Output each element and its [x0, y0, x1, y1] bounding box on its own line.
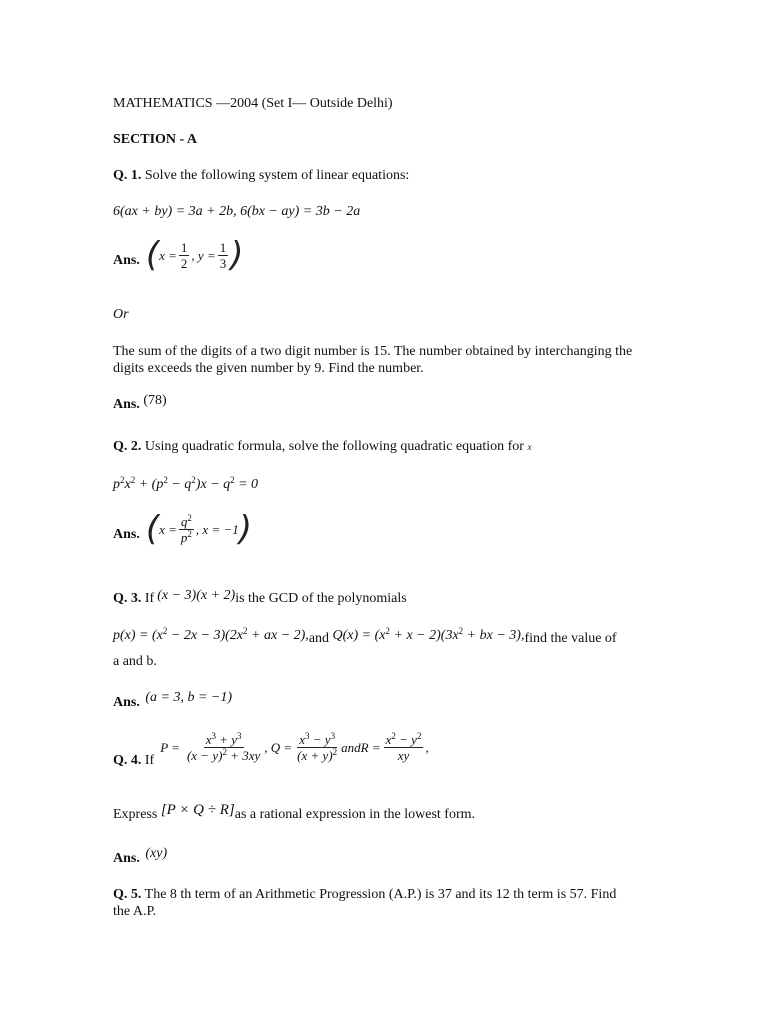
question-number: Q. 3.: [113, 591, 142, 606]
question-number: Q. 4.: [113, 753, 142, 768]
question-number: Q. 2.: [113, 439, 142, 454]
q1-alternative: The sum of the digits of a two digit number is 15. The number obtained by interchanging the digits exceeds the given number by 9. Find the number.: [113, 344, 633, 376]
q3-answer: [113, 690, 233, 711]
question-if: If: [144, 591, 155, 606]
fraction-denominator: 2: [180, 256, 188, 271]
answer-math: ( x = $\frac{1}{2}$ , y = $\frac{1}{3}$ ): [145, 235, 244, 275]
q1-alt-answer: [113, 393, 167, 413]
answer-y-label: , y =: [191, 248, 216, 263]
q-label: , Q =: [264, 740, 293, 755]
answer-label: Ans.: [113, 527, 140, 542]
answer-value: (78): [143, 393, 167, 408]
and-text: and: [308, 631, 330, 646]
question-variable: x: [527, 442, 532, 452]
answer-value: (xy): [145, 846, 168, 861]
answer-x-label: x =: [159, 248, 177, 263]
question-if: If: [144, 753, 155, 768]
fraction-numerator: q: [180, 514, 188, 529]
question-3: [113, 590, 407, 607]
q2-equation: $p^2x^2 + (p^2 - q^2)x - q^2 = 0$: [113, 475, 259, 492]
fraction-numerator: 1: [219, 240, 227, 255]
section-heading: SECTION - A: [113, 132, 198, 147]
document-title: MATHEMATICS —2004 (Set I— Outside Delhi): [113, 96, 393, 111]
fraction-numerator: 1: [180, 240, 188, 255]
q4-answer: [113, 846, 168, 867]
express-rest: as a rational expression in the lowest form.: [234, 807, 476, 822]
question-text: Solve the following system of linear equations:: [144, 168, 410, 183]
question-number: Q. 1.: [113, 168, 142, 183]
bracket-expression: [P × Q ÷ R]: [160, 802, 235, 818]
r-label: andR =: [341, 740, 381, 755]
q2-answer: [113, 509, 253, 549]
question-5: [113, 886, 633, 920]
question-text: The 8 th term of an Arithmetic Progression (A.P.) is 37 and its 12 th term is 57. Find the A.P.: [113, 887, 617, 919]
find-text: find the value of: [524, 631, 617, 646]
answer-label: Ans.: [113, 695, 140, 710]
answer-x-label: x =: [159, 522, 177, 537]
answer-math: ( x = $\frac{q^2}{p^2}$ , x = −1 ): [145, 509, 253, 549]
gcd-expression: (x − 3)(x + 2): [157, 588, 236, 603]
answer-label: Ans.: [113, 851, 140, 866]
or-label: Or: [113, 307, 129, 322]
question-4: [113, 732, 429, 771]
fraction-denominator: p: [180, 530, 188, 545]
question-2: [113, 438, 531, 456]
answer-label: Ans.: [113, 253, 140, 268]
q3-polynomials: [113, 626, 617, 647]
q4-definitions: P = $\frac{x^3 + y^3}{(x - y)^2 + 3xy}$ , Q = $\frac{x^3 - y^3}{(x + y)^2}$ andR = $\frac{x^2 - y^2}{xy}$ ,: [160, 731, 429, 763]
answer-label: Ans.: [113, 397, 140, 412]
q1-equation: 6(ax + by) = 3a + 2b, 6(bx − ay) = 3b − 2a: [113, 204, 361, 219]
question-text: Using quadratic formula, solve the following quadratic equation for: [144, 439, 524, 454]
question-text: is the GCD of the polynomials: [235, 591, 407, 606]
p-label: P =: [160, 740, 180, 755]
polynomial-q: $Q(x) = (x^2 + x - 2)(3x^2$ + bx − 3),: [332, 626, 525, 643]
express-text: Express: [113, 807, 158, 822]
answer-rest: , x = −1: [195, 522, 239, 537]
question-1: [113, 167, 409, 184]
q1-answer: [113, 235, 244, 275]
q4-express: [113, 802, 476, 823]
answer-value: (a = 3, b = −1): [145, 690, 233, 705]
fraction-denominator: 3: [219, 256, 227, 271]
polynomial-p: $p(x) = (x^2 - 2x - 3)(2x^2$ + ax − 2),: [113, 626, 309, 643]
question-number: Q. 5.: [113, 887, 142, 902]
q3-continued: a and b.: [113, 654, 157, 669]
